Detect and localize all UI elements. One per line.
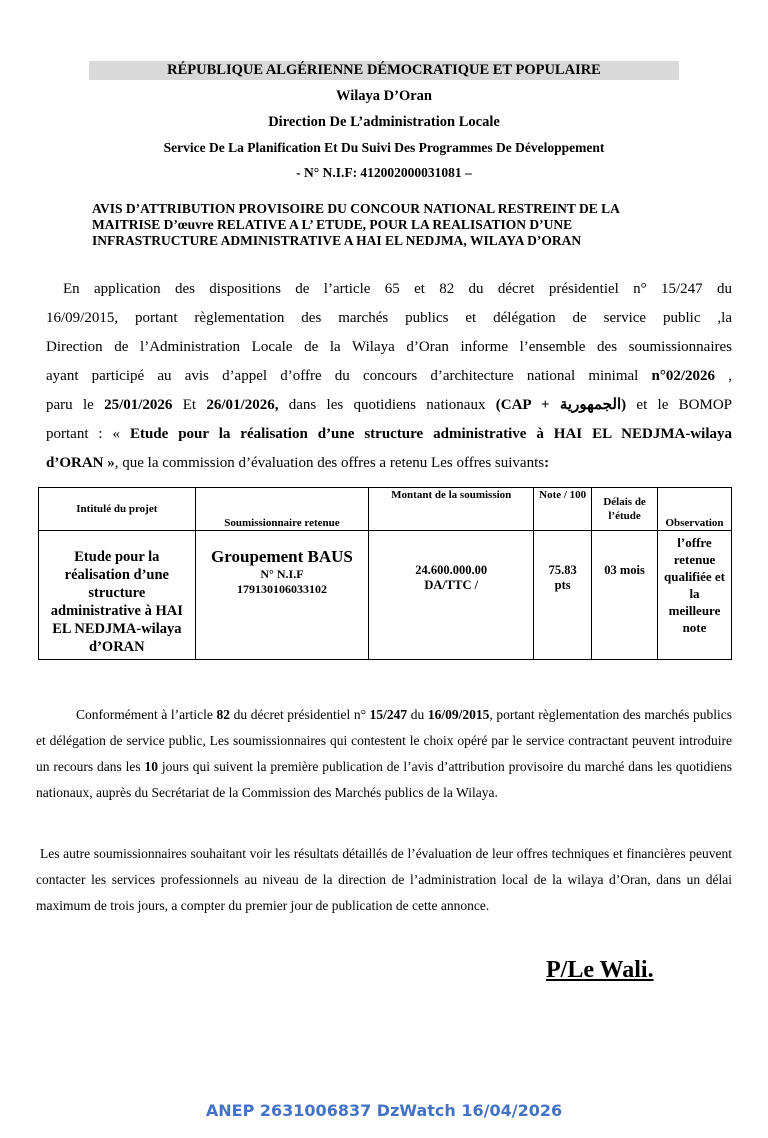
- bidder-nif-label: N° N.I.F: [260, 567, 304, 581]
- appeal-paragraph: [36, 702, 732, 806]
- intro-line: [46, 449, 732, 478]
- appeal-text: du décret présidentiel n°: [230, 707, 370, 722]
- intro-text: dans les quotidiens nationaux: [278, 397, 496, 413]
- intro-paragraph: [46, 275, 732, 478]
- intro-line: [46, 362, 732, 391]
- cell-amount: 24.600.000.00 DA/TTC /: [369, 531, 534, 660]
- header-amount: Montant de la soumission: [369, 488, 534, 531]
- intro-text: et le BOMOP: [626, 397, 732, 413]
- intro-text: ,: [715, 368, 733, 384]
- header-bidder: Soumissionnaire retenue: [195, 488, 369, 531]
- direction-heading: Direction De L’administration Locale: [268, 114, 500, 130]
- appeal-article: 82: [216, 707, 231, 722]
- intro-text: ayant participé au avis d’appel d’offre du concours d’architecture national minimal: [46, 368, 652, 384]
- cell-bidder: [195, 531, 369, 660]
- cell-observation: l’offre retenue qualifiée et la meilleure note: [658, 531, 732, 660]
- bidder-nif: 179130106033102: [236, 582, 327, 596]
- notice-title-line: MAITRISE D’œuvre RELATIVE A L’ ETUDE, POUR LA REALISATION D’UNE: [92, 217, 573, 232]
- nif-line: - N° N.I.F: 412002000031081 –: [296, 165, 472, 180]
- signature: P/Le Wali.: [546, 957, 654, 983]
- results-paragraph: Les autre soumissionnaires souhaitant voir les résultats détaillés de l’évaluation de leur offres techniques et financières peuvent contacter les services professionnels au niveau de la direction de l’administration local de la wilaya d’Oran, dans un délai maximum de trois jours, a compter du premier jour de publication de cette annonce.: [36, 846, 732, 913]
- bidder-name: Groupement BAUS: [211, 547, 353, 566]
- intro-line: [46, 420, 732, 449]
- appeal-text: Conformément à l’article: [76, 707, 217, 722]
- appeal-text: jours qui suivent la première publication de l’avis d’attribution provisoire du marché dans les quotidiens nationaux, auprès du Secrétariat de la Commission des Marchés publics de la Wilaya.: [36, 759, 732, 800]
- appeal-text: du: [407, 707, 428, 722]
- intro-contest-number: n°02/2026: [651, 368, 716, 384]
- header-delay: Délais de l’étude: [592, 488, 658, 531]
- notice-title-line: INFRASTRUCTURE ADMINISTRATIVE A HAI EL NEDJMA, WILAYA D’ORAN: [92, 233, 582, 248]
- intro-project-title: d’ORAN »: [46, 455, 115, 471]
- header-project: Intitulé du projet: [39, 488, 196, 531]
- header-note: Note / 100: [534, 488, 592, 531]
- intro-text: Et: [172, 397, 207, 413]
- intro-text: , que la commission d’évaluation des offres a retenu Les offres suivants: [114, 455, 545, 471]
- intro-text: paru le: [46, 397, 105, 413]
- intro-newspapers: (CAP + الجمهورية): [495, 397, 627, 413]
- intro-line: [46, 391, 732, 420]
- service-heading: Service De La Planification Et Du Suivi Des Programmes De Développement: [163, 140, 605, 155]
- appeal-text: , portant règlementation des marchés publics et délégation de service public, Les soumissionnaires qui contestent le choix opéré par le service contractant peuvent introduire un recours dans les: [36, 707, 732, 774]
- notice-title: [92, 201, 692, 249]
- appeal-days: 10: [144, 759, 158, 774]
- notice-title-line: AVIS D’ATTRIBUTION PROVISOIRE DU CONCOUR NATIONAL RESTREINT DE LA: [92, 201, 620, 216]
- cell-note: 75.83 pts: [534, 531, 592, 660]
- intro-project-title: Etude pour la réalisation d’une structure administrative à HAI EL NEDJMA-wilaya: [129, 426, 732, 442]
- intro-date: 26/01/2026,: [206, 397, 279, 413]
- attribution-table: [38, 487, 732, 660]
- intro-line: 16/09/2015, portant règlementation des marchés publics et délégation de service public ,la: [46, 310, 732, 326]
- table-row: [39, 531, 732, 660]
- intro-date: 25/01/2026: [104, 397, 173, 413]
- intro-text: :: [544, 455, 550, 471]
- footer-reference: ANEP 2631006837 DzWatch 16/04/2026: [205, 1101, 563, 1120]
- cell-delay: 03 mois: [592, 531, 658, 660]
- appeal-decree: 15/247: [369, 707, 408, 722]
- cell-project: Etude pour la réalisation d’une structure administrative à HAI EL NEDJMA-wilaya d’ORAN: [39, 531, 196, 660]
- appeal-date: 16/09/2015: [427, 707, 490, 722]
- header-observation: Observation: [658, 488, 732, 531]
- republic-heading: RÉPUBLIQUE ALGÉRIENNE DÉMOCRATIQUE ET POPULAIRE: [167, 62, 601, 78]
- intro-line: Direction de l’Administration Locale de la Wilaya d’Oran informe l’ensemble des soumissionnaires: [46, 339, 732, 355]
- intro-text: portant : «: [46, 426, 130, 442]
- wilaya-heading: Wilaya D’Oran: [336, 88, 432, 104]
- table-header-row: [39, 488, 732, 531]
- intro-line: En application des dispositions de l’article 65 et 82 du décret présidentiel n° 15/247 du: [63, 281, 732, 297]
